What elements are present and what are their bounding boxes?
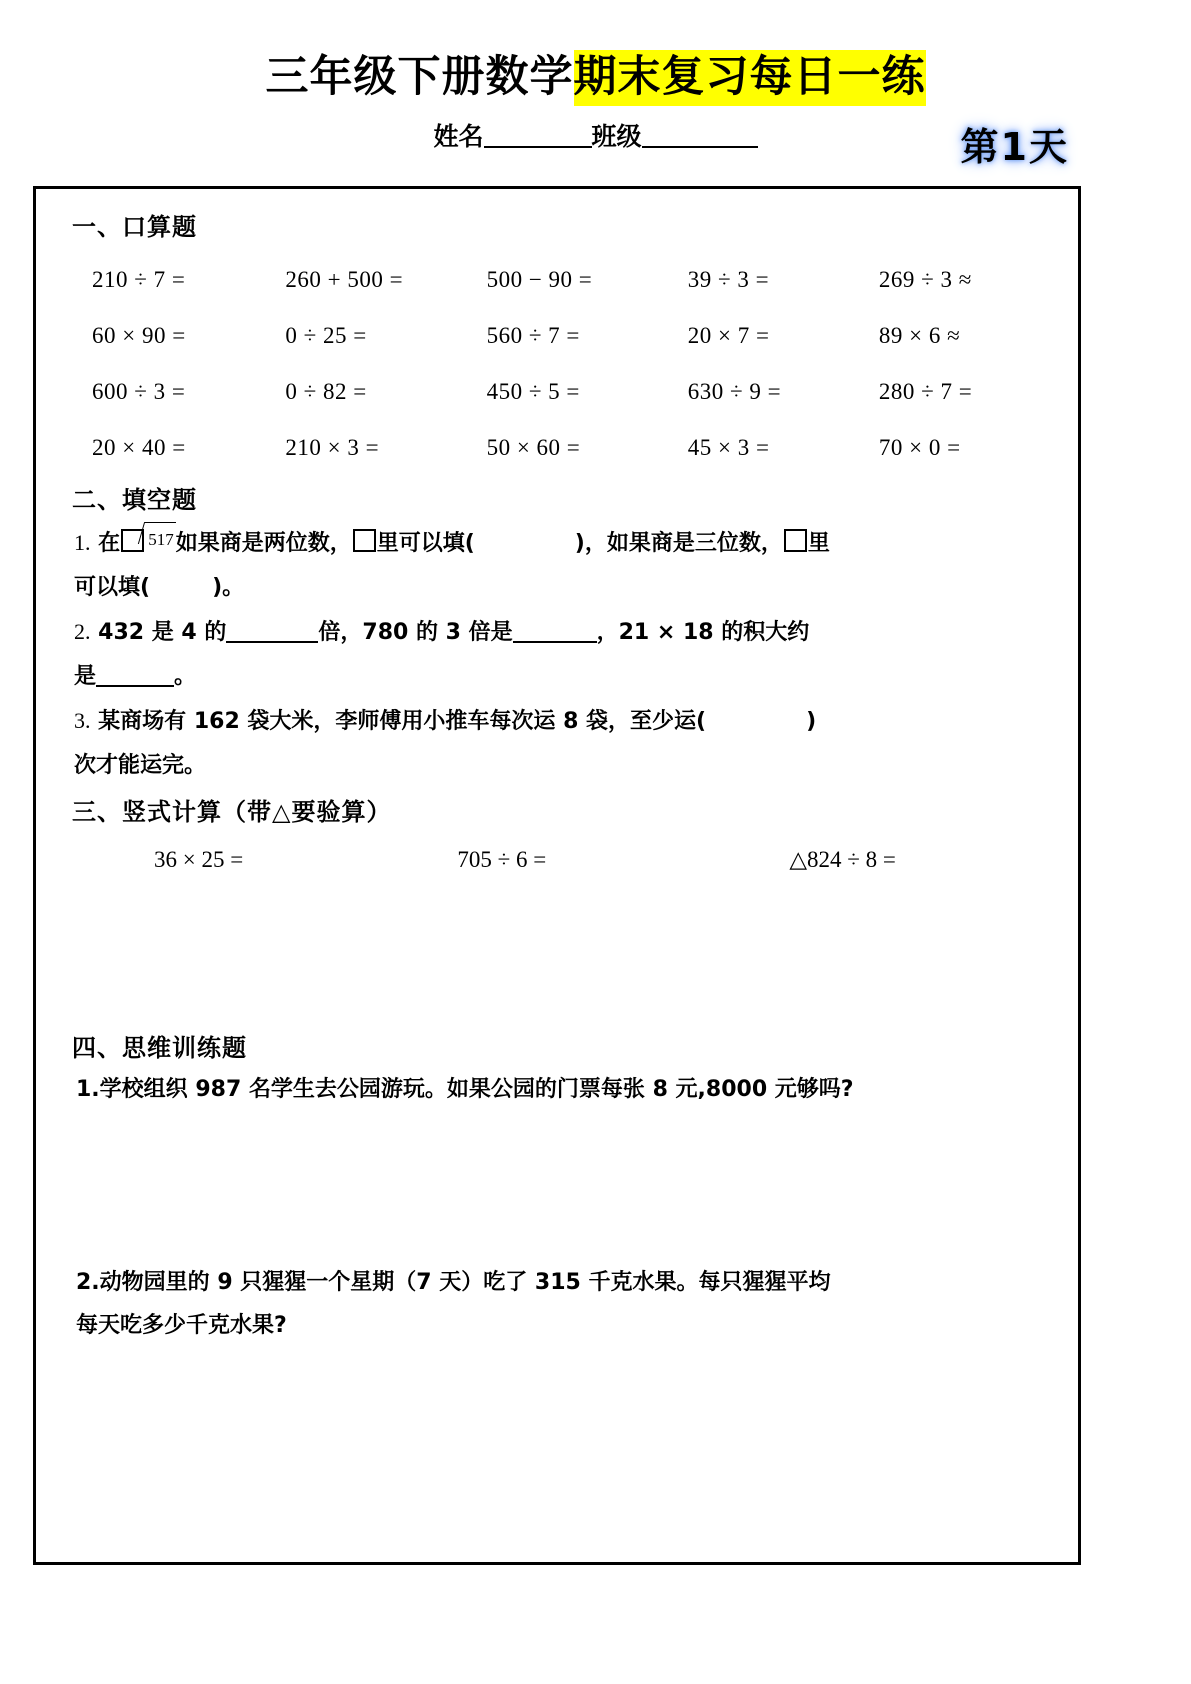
oral-arithmetic-grid (54, 252, 1060, 476)
question-text: 里 (807, 531, 830, 556)
thinking-questions-2 (76, 1262, 1056, 1348)
table-row (54, 843, 1060, 874)
name-label: 姓名 (433, 122, 484, 151)
vertical-calc-problem: △824 ÷ 8 = (789, 847, 896, 872)
answer-blank[interactable] (226, 641, 318, 643)
answer-blank[interactable] (96, 685, 174, 687)
oral-problem: 269 ÷ 3 ≈ (878, 267, 972, 292)
question-text: 是 (74, 664, 97, 689)
question-index: 1. (74, 530, 91, 555)
fill-blank-question-3-cont (74, 744, 1054, 788)
question-text: 学校组织 987 名学生去公园游玩。如果公园的门票每张 8 元,8000 元够吗? (99, 1077, 854, 1102)
section-heading-thinking: 四、思维训练题 (72, 1034, 247, 1062)
question-text: 可以填( (74, 575, 151, 600)
thinking-questions (76, 1069, 1056, 1112)
question-text: 如果商是两位数， (175, 531, 352, 556)
oral-problem: 560 ÷ 7 = (486, 323, 580, 348)
question-text: ) (806, 709, 817, 734)
oral-problem: 50 × 60 = (486, 435, 581, 460)
vertical-calc-problem: 705 ÷ 6 = (457, 847, 547, 872)
oral-problem: 450 ÷ 5 = (486, 379, 580, 404)
oral-problem: 70 × 0 = (878, 435, 961, 460)
vertical-calc-grid (54, 843, 1060, 874)
long-division-symbol: 517 (145, 522, 176, 557)
question-text: 在 (98, 531, 121, 556)
question-text: )。 (212, 575, 245, 600)
name-input-blank[interactable] (484, 146, 592, 148)
question-text (377, 531, 783, 556)
thinking-question-1 (76, 1069, 1056, 1112)
question-text: 动物园里的 9 只猩猩一个星期（7 天）吃了 315 千克水果。每只猩猩平均 (99, 1269, 831, 1295)
oral-problem: 280 ÷ 7 = (878, 379, 973, 404)
fill-blank-question-1-cont (74, 566, 1054, 610)
oral-problem: 89 × 6 ≈ (878, 323, 961, 348)
page-title-plain: 三年级下册数学 (265, 52, 574, 102)
page-title-highlight: 期末复习每日一练 (574, 50, 926, 106)
question-index: 3. (74, 708, 91, 733)
class-input-blank[interactable] (642, 146, 758, 148)
thinking-question-2 (76, 1262, 1056, 1305)
oral-problem: 500 − 90 = (486, 267, 593, 292)
section-heading-oral: 一、口算题 (72, 213, 197, 241)
oral-problem: 0 ÷ 82 = (285, 379, 367, 404)
thinking-workspace-2[interactable] (54, 1348, 1060, 1506)
fill-blank-question-2-cont (74, 655, 1054, 699)
thinking-workspace-1[interactable] (54, 1112, 1060, 1262)
answer-box-icon[interactable] (353, 529, 376, 552)
oral-problem: 630 ÷ 9 = (687, 379, 782, 404)
question-text-part: 里可以填( (376, 531, 475, 556)
oral-problem: 60 × 90 = (92, 323, 186, 348)
vertical-calc-workspace[interactable] (54, 874, 1060, 1024)
oral-problem: 210 ÷ 7 = (92, 267, 186, 292)
table-row (54, 308, 1060, 364)
fill-blank-question-2 (74, 610, 1054, 655)
class-label: 班级 (591, 122, 642, 151)
exam-content-box (33, 186, 1081, 1565)
oral-problem: 45 × 3 = (687, 435, 770, 460)
fill-blank-questions (74, 521, 1054, 788)
day-badge: 第1天 (960, 125, 1069, 169)
section-heading-fill-blank: 二、填空题 (72, 486, 197, 514)
question-text: ，21 × 18 的积大约 (596, 620, 810, 645)
question-text: 次才能运完。 (74, 753, 207, 778)
oral-problem: 0 ÷ 25 = (285, 323, 367, 348)
oral-problem: 20 × 7 = (687, 323, 770, 348)
oral-problem: 20 × 40 = (92, 435, 186, 460)
section-heading-vertical-calc: 三、竖式计算（带△要验算） (72, 798, 392, 826)
table-row (54, 252, 1060, 308)
question-index: 2. (76, 1269, 100, 1295)
question-text: 每天吃多少千克水果? (76, 1312, 287, 1338)
answer-blank[interactable] (513, 641, 597, 643)
question-index: 2. (74, 619, 91, 644)
oral-problem: 600 ÷ 3 = (92, 379, 186, 404)
fill-blank-question-1 (74, 521, 1054, 566)
oral-problem: 210 × 3 = (285, 435, 380, 460)
thinking-question-2-cont (76, 1305, 1056, 1348)
table-row (54, 364, 1060, 420)
question-text: 某商场有 162 袋大米，李师傅用小推车每次运 8 袋，至少运( (98, 709, 707, 734)
answer-box-icon[interactable] (784, 529, 807, 552)
question-text: 倍，780 的 3 倍是 (318, 620, 513, 645)
fill-blank-question-3 (74, 699, 1054, 744)
table-row (54, 420, 1060, 476)
vertical-calc-problem: 36 × 25 = (154, 847, 244, 872)
question-index: 1. (76, 1077, 100, 1102)
page-title (265, 52, 926, 102)
question-text: 432 是 4 的 (98, 620, 227, 645)
oral-problem: 260 + 500 = (285, 267, 404, 292)
question-text-part: )，如果商是三位数， (574, 531, 783, 556)
question-text: 。 (174, 664, 197, 689)
oral-problem: 39 ÷ 3 = (687, 267, 770, 292)
